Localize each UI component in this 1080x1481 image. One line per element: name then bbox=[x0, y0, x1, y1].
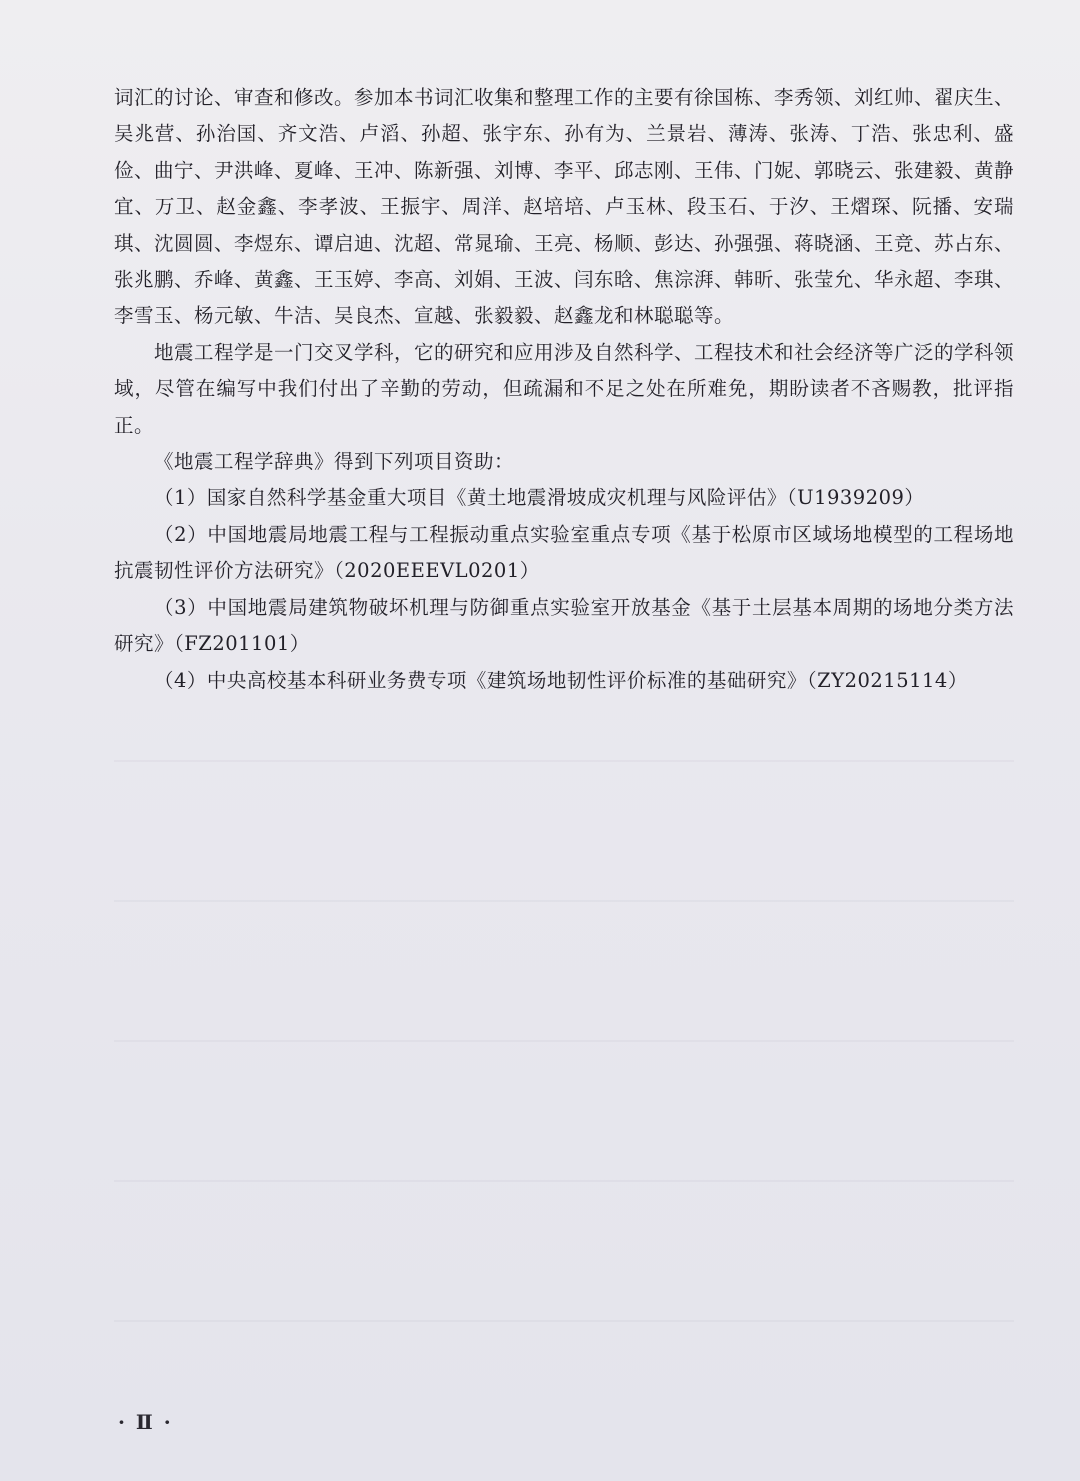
bleed-through-line bbox=[114, 1320, 1014, 1322]
contributors-paragraph: 词汇的讨论、审查和修改。参加本书词汇收集和整理工作的主要有徐国栋、李秀领、刘红帅、翟庆生、吴兆营、孙治国、齐文浩、卢滔、孙超、张宇东、孙有为、兰景岩、薄涛、张涛、丁浩、张忠利、盛俭、曲宁、尹洪峰、夏峰、王冲、陈新强、刘博、李平、邱志刚、王伟、门妮、郭晓云、张建毅、黄静宜、万卫、赵金鑫、李孝波、王振宇、周洋、赵培培、卢玉林、段玉石、于汐、王熠琛、阮播、安瑞琪、沈圆圆、李煜东、谭启迪、沈超、常晁瑜、王亮、杨顺、彭达、孙强强、蒋晓涵、王竞、苏占东、张兆鹏、乔峰、黄鑫、王玉婷、李高、刘娟、王波、闫东晗、焦淙湃、韩昕、张莹允、华永超、李琪、李雪玉、杨元敏、牛洁、吴良杰、宣越、张毅毅、赵鑫龙和林聪聪等。 bbox=[114, 86, 1015, 328]
funding-intro: 《地震工程学辞典》得到下列项目资助： bbox=[154, 450, 515, 474]
bleed-through-line bbox=[114, 1040, 1014, 1042]
bleed-through-line bbox=[114, 900, 1014, 902]
funding-item-2: （2）中国地震局地震工程与工程振动重点实验室重点专项《基于松原市区域场地模型的工程场地抗震韧性评价方法研究》（2020EEEVL0201） bbox=[114, 522, 1014, 583]
funding-item-3: （3）中国地震局建筑物破坏机理与防御重点实验室开放基金《基于土层基本周期的场地分类方法研究》（FZ201101） bbox=[114, 595, 1014, 656]
page-number: · Ⅱ · bbox=[118, 1410, 173, 1434]
bleed-through-line bbox=[114, 1180, 1014, 1182]
funding-item-4: （4）中央高校基本科研业务费专项《建筑场地韧性评价标准的基础研究》（ZY20215114） bbox=[154, 668, 968, 692]
funding-item-1: （1）国家自然科学基金重大项目《黄土地震滑坡成灾机理与风险评估》（U1939209） bbox=[154, 486, 925, 510]
body-text bbox=[114, 80, 1014, 699]
disclaimer-paragraph: 地震工程学是一门交叉学科，它的研究和应用涉及自然科学、工程技术和社会经济等广泛的学科领域，尽管在编写中我们付出了辛勤的劳动，但疏漏和不足之处在所难免，期盼读者不吝赐教，批评指正。 bbox=[114, 340, 1015, 437]
bleed-through-line bbox=[114, 760, 1014, 762]
